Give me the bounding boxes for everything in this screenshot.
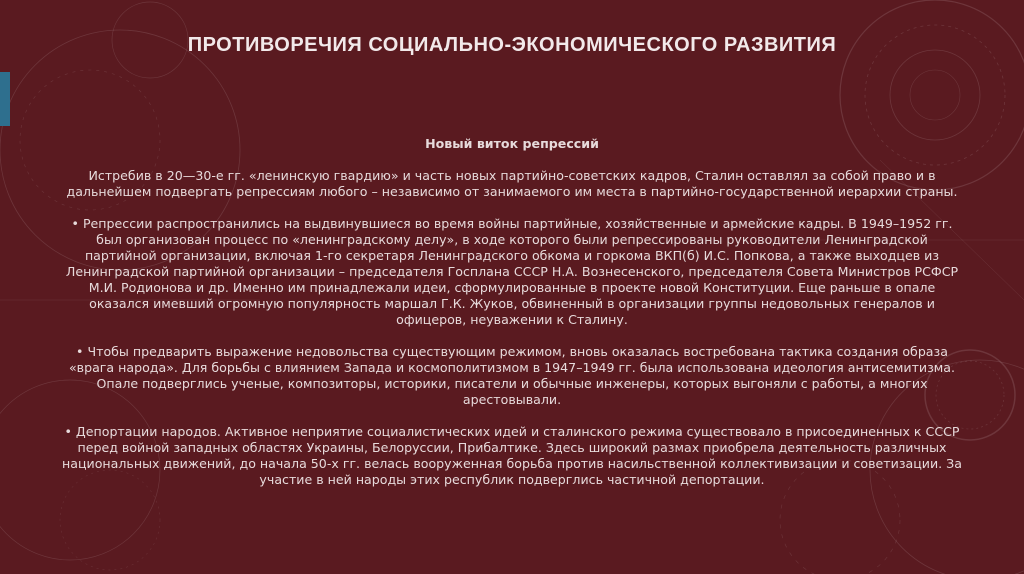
slide-subtitle: Новый виток репрессий	[425, 136, 599, 151]
slide-title: ПРОТИВОРЕЧИЯ СОЦИАЛЬНО-ЭКОНОМИЧЕСКОГО РАЗВИТИЯ	[187, 34, 837, 56]
paragraph-intro: Истребив в 20—30-е гг. «ленинскую гвардию» и часть новых партийно-советских кадров, Сталин оставлял за собой право и в дальнейшем подвергать репрессиям любого – независимо от занимаемого им места в партийно-государственной иерархии страны.	[66, 168, 958, 199]
slide-content	[60, 136, 964, 504]
accent-bar	[0, 72, 10, 126]
paragraph-repressions: • Репрессии распространились на выдвинувшиеся во время войны партийные, хозяйственные и армейские кадры. В 1949–1952 гг. был организован процесс по «ленинградскому делу», в ходе которого были репрессированы руководители Ленинградской партийной организации, включая 1-го секретаря Ленинградского обкома и горкома ВКП(б) И.С. Попкова, а также выходцев из Ленинградской партийной организации – председателя Госплана СССР Н.А. Вознесенского, председателя Совета Министров РСФСР М.И. Родионова и др. Именно им принадлежали идеи, сформулированные в проекте новой Конституции. Еще раньше в опале оказался имевший огромную популярность маршал Г.К. Жуков, обвиненный в организации группы недовольных генералов и офицеров, неуважении к Сталину.	[65, 216, 959, 327]
paragraph-enemy-image: • Чтобы предварить выражение недовольства существующим режимом, вновь оказалась востребована тактика создания образа «врага народа». Для борьбы с влиянием Запада и космополитизмом в 1947–1949 гг. была использована идеология антисемитизма. Опале подверглись ученые, композиторы, историки, писатели и обычные инженеры, которых выгоняли с работы, а многих арестовывали.	[68, 344, 956, 407]
paragraph-deportations: • Депортации народов. Активное неприятие социалистических идей и сталинского режима существовало в присоединенных к СССР перед войной западных областях Украины, Белоруссии, Прибалтике. Здесь широкий размах приобрела деятельность различных национальных движений, до начала 50-х гг. велась вооруженная борьба против насильственной коллективизации и советизации. За участие в ней народы этих республик подверглись частичной депортации.	[62, 424, 962, 487]
